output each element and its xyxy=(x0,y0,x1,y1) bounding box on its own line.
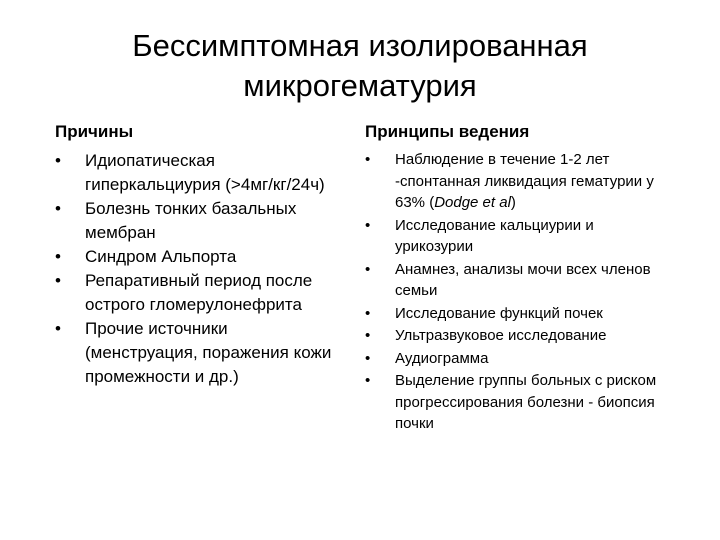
list-item xyxy=(55,317,345,389)
list-item-text: Прочие источники (менструация, поражения кожи промежности и др.) xyxy=(85,319,332,386)
list-item xyxy=(365,303,670,325)
list-item xyxy=(365,215,670,258)
list-item-text: Исследование кальциурии и урикозурии xyxy=(395,216,594,255)
bullet-icon: • xyxy=(55,199,61,218)
causes-heading: Причины xyxy=(55,122,134,141)
list-item xyxy=(365,325,670,347)
citation-text: Dodge et al xyxy=(434,194,511,211)
causes-list xyxy=(55,149,345,389)
list-item-text: Анамнез, анализы мочи всех членов семьи xyxy=(395,260,651,299)
list-item xyxy=(365,149,670,214)
bullet-icon: • xyxy=(55,271,61,290)
list-item xyxy=(365,370,670,435)
bullet-icon: • xyxy=(365,327,371,344)
list-item-text: Репаративный период после острого гломерулонефрита xyxy=(85,271,313,314)
list-item-text: Выделение группы больных с риском прогрессирования болезни - биопсия почки xyxy=(395,372,657,432)
list-item xyxy=(55,149,345,197)
bullet-icon: • xyxy=(365,304,371,322)
list-item-text: Наблюдение в течение 1-2 лет -спонтанная ликвидация гематурии у 63% ( xyxy=(395,151,654,211)
management-heading: Принципы ведения xyxy=(365,122,530,141)
list-item-text: Идиопатическая гиперкальциурия (>4мг/кг/24ч) xyxy=(85,151,325,194)
slide-title-line-1: Бессимптомная изолированная xyxy=(132,28,588,63)
bullet-icon: • xyxy=(365,216,371,234)
bullet-icon: • xyxy=(365,260,371,278)
list-item-text-end: ) xyxy=(510,194,516,211)
list-item xyxy=(55,269,345,317)
bullet-icon: • xyxy=(55,247,61,266)
bullet-icon: • xyxy=(365,151,371,168)
slide-title-line-2: микрогематурия xyxy=(243,68,477,103)
list-item-text: Синдром Альпорта xyxy=(85,247,237,266)
causes-column xyxy=(55,121,345,389)
bullet-icon: • xyxy=(55,319,61,338)
list-item-text: Аудиограмма xyxy=(395,349,489,367)
list-item-text: Исследование функций почек xyxy=(395,304,603,322)
management-column xyxy=(365,121,670,436)
bullet-icon: • xyxy=(365,349,371,367)
list-item xyxy=(55,245,345,269)
list-item xyxy=(365,259,670,302)
list-item-text: Ультразвуковое исследование xyxy=(395,327,607,344)
bullet-icon: • xyxy=(55,151,61,170)
slide-title xyxy=(0,26,720,106)
list-item xyxy=(55,197,345,245)
list-item-text: Болезнь тонких базальных мембран xyxy=(85,199,297,242)
bullet-icon: • xyxy=(365,372,371,389)
management-list xyxy=(365,149,670,435)
list-item xyxy=(365,348,670,370)
